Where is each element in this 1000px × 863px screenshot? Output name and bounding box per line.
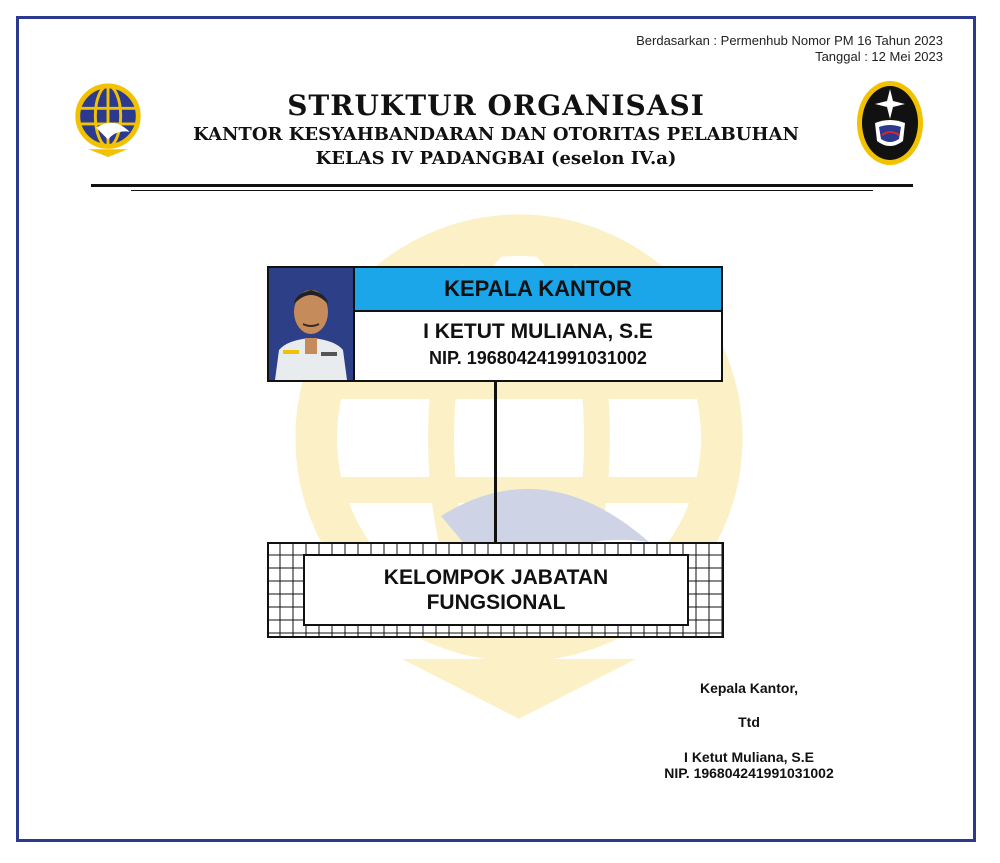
reference-regulation: Berdasarkan : Permenhub Nomor PM 16 Tahun 2023 — [636, 33, 943, 48]
person-avatar-icon — [269, 268, 353, 380]
reference-date: Tanggal : 12 Mei 2023 — [815, 49, 943, 64]
functional-group-line1: KELOMPOK JABATAN — [383, 566, 609, 589]
page-title: STRUKTUR ORGANISASI — [287, 89, 705, 122]
signature-ttd: Ttd — [738, 714, 760, 730]
functional-group-box — [303, 554, 689, 626]
reference-note — [636, 33, 943, 65]
head-office-title: KEPALA KANTOR — [355, 268, 721, 312]
head-office-box — [267, 266, 723, 382]
signature-nip: NIP. 196804241991031002 — [664, 765, 834, 781]
signature-position: Kepala Kantor, — [699, 680, 799, 696]
document-frame — [16, 16, 976, 842]
header-rule-thick — [91, 184, 913, 187]
document-header — [19, 89, 973, 171]
signature-name: I Ketut Muliana, S.E — [684, 749, 814, 765]
office-class: KELAS IV PADANGBAI (eselon IV.a) — [315, 148, 677, 169]
org-connector-line — [494, 382, 497, 544]
head-office-nip: NIP. 196804241991031002 — [429, 348, 647, 368]
head-photo — [269, 268, 355, 380]
header-rule-thin — [131, 190, 873, 191]
head-office-name: I KETUT MULIANA, S.E — [423, 320, 653, 343]
office-name: KANTOR KESYAHBANDARAN DAN OTORITAS PELABUHAN — [193, 124, 799, 145]
functional-group-line2: FUNGSIONAL — [426, 591, 566, 614]
